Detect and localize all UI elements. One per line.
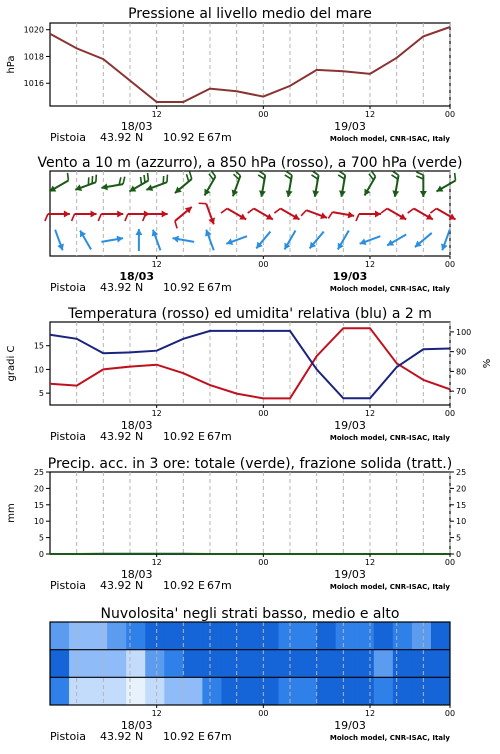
cloud-cell-basso (69, 677, 89, 705)
station-name-temp: Pistoia (50, 430, 86, 443)
x-tick-label-temp: 12 (365, 409, 375, 418)
arrow-barb (455, 173, 456, 181)
x-tick-label-pressure: 00 (258, 110, 268, 119)
y-tick-label-precip-right: 15 (456, 501, 466, 510)
arrow-barb (392, 171, 398, 175)
cloud-cell-alto (50, 622, 70, 650)
y-tick-label-temp-right: 90 (456, 348, 466, 357)
cloud-cell-medio (374, 650, 394, 678)
x-tick-label-pressure: 12 (365, 110, 375, 119)
cloud-cell-basso (336, 677, 356, 705)
plot-frame-temp (50, 322, 450, 405)
y-tick-label-precip-right: 20 (456, 484, 466, 493)
chart-title-clouds: Nuvolosita' negli strati basso, medio e alto (101, 606, 400, 622)
y-tick-label-temp-right: 70 (456, 387, 466, 396)
chart-title-pressure: Pressione al livello medio del mare (128, 6, 372, 22)
humidity-line (50, 331, 450, 398)
station-name-clouds: Pistoia (50, 730, 86, 743)
arrow-head (162, 211, 168, 218)
y-tick-label-pressure: 1020 (24, 26, 44, 35)
arrow-barb (392, 175, 398, 179)
arrow-barb (148, 173, 149, 181)
cloud-cell-medio (164, 650, 184, 678)
cloud-cell-medio (221, 650, 241, 678)
cloud-cell-basso (393, 677, 413, 705)
wind-arrow-850hpa (221, 209, 246, 220)
y-tick-label-precip-right: 10 (456, 517, 466, 526)
wind-arrow-850hpa (125, 211, 150, 222)
arrow-head (64, 211, 70, 218)
cloud-cell-basso (317, 677, 337, 705)
arrow-barb (312, 175, 318, 179)
cloud-cell-basso (164, 677, 184, 705)
station-lon-clouds: 10.92 E (163, 730, 205, 743)
arrow-barb (338, 175, 344, 179)
wind-arrow-850hpa (175, 207, 192, 228)
y-tick-label-precip: 20 (34, 484, 44, 493)
station-lat-temp: 43.92 N (100, 430, 143, 443)
cloud-cell-alto (298, 622, 318, 650)
arrow-barb (258, 175, 264, 179)
x-tick-label-clouds: 00 (258, 709, 268, 718)
cloud-cell-basso (260, 677, 280, 705)
cloud-cell-alto (355, 622, 375, 650)
chart-title-temp: Temperatura (rosso) ed umidita' relativa (blu) a 2 m (67, 306, 432, 322)
x-tick-label-clouds: 12 (365, 709, 375, 718)
chart-title-wind: Vento a 10 m (azzurro), a 850 hPa (rosso), a 700 hPa (verde) (37, 155, 462, 171)
y-tick-label-precip-right: 0 (456, 550, 461, 559)
cloud-cell-alto (145, 622, 165, 650)
cloud-cell-basso (355, 677, 375, 705)
y-tick-label-precip-right: 25 (456, 468, 466, 477)
cloud-cell-medio (50, 650, 70, 678)
y-axis-label-temp-right: % (482, 359, 493, 369)
x-tick-label-wind: 00 (258, 260, 268, 269)
cloud-cell-basso (88, 677, 108, 705)
station-lat-precip: 43.92 N (100, 579, 143, 592)
station-lon-precip: 10.92 E (163, 579, 205, 592)
cloud-cell-basso (431, 677, 451, 705)
date-label-pressure: 19/03 (334, 120, 366, 133)
wind-arrow-700hpa (49, 173, 68, 192)
station-lat-clouds: 43.92 N (100, 730, 143, 743)
station-elev-precip: 67m (207, 579, 232, 592)
cloud-cell-medio (279, 650, 299, 678)
wind-arrow-10m (80, 230, 91, 249)
date-label-pressure: 18/03 (121, 120, 153, 133)
cloud-cell-basso (240, 677, 260, 705)
arrow-barb (356, 214, 359, 221)
arrow-barb (408, 209, 414, 214)
cloud-cell-medio (145, 650, 165, 678)
cloud-cell-medio (88, 650, 108, 678)
wind-arrow-850hpa (72, 211, 97, 222)
station-lat-wind: 43.92 N (100, 281, 143, 294)
cloud-cell-medio (107, 650, 127, 678)
y-tick-label-temp: 15 (34, 342, 44, 351)
cloud-cell-basso (202, 677, 222, 705)
arrow-barb (186, 174, 188, 181)
cloud-cell-medio (260, 650, 280, 678)
cloud-cell-basso (50, 677, 70, 705)
y-tick-label-precip: 25 (34, 468, 44, 477)
cloud-cell-alto (164, 622, 184, 650)
y-axis-label-precip: mm (6, 503, 17, 522)
cloud-cell-medio (412, 650, 432, 678)
arrow-barb (248, 209, 254, 214)
cloud-cell-basso (279, 677, 299, 705)
model-credit-precip: Moloch model, CNR-ISAC, Italy (330, 583, 451, 591)
wind-arrow-850hpa (45, 211, 70, 222)
y-tick-label-pressure: 1016 (24, 79, 44, 88)
arrow-barb (286, 171, 292, 175)
cloud-cell-medio (298, 650, 318, 678)
arrow-barb (175, 221, 177, 228)
y-tick-label-temp: 5 (39, 389, 44, 398)
wind-arrow-850hpa (98, 211, 123, 222)
wind-arrow-850hpa (430, 209, 455, 220)
cloud-cell-medio (240, 650, 260, 678)
y-tick-label-precip: 0 (39, 550, 44, 559)
cloud-cell-medio (202, 650, 222, 678)
cloud-cell-alto (317, 622, 337, 650)
arrow-barb (72, 214, 75, 221)
date-label-temp: 19/03 (334, 419, 366, 432)
date-label-clouds: 18/03 (121, 719, 153, 732)
arrow-barb (381, 209, 387, 214)
wind-arrow-850hpa (301, 210, 327, 219)
wind-arrow-700hpa (75, 175, 96, 191)
cloud-cell-basso (412, 677, 432, 705)
arrow-barb (430, 209, 436, 214)
arrow-barb (259, 171, 265, 175)
cloud-cell-basso (298, 677, 318, 705)
date-label-precip: 18/03 (121, 568, 153, 581)
cloud-cell-alto (88, 622, 108, 650)
wind-arrow-10m (101, 236, 123, 243)
wind-arrow-850hpa (274, 209, 299, 220)
arrow-head (375, 211, 381, 218)
station-elev-pressure: 67m (207, 131, 232, 144)
wind-arrow-700hpa (258, 171, 266, 197)
cloud-cell-basso (221, 677, 241, 705)
cloud-cell-alto (183, 622, 203, 650)
wind-arrow-700hpa (364, 170, 375, 195)
arrow-barb (123, 177, 125, 184)
x-tick-label-pressure: 12 (152, 110, 162, 119)
x-tick-label-temp: 00 (258, 409, 268, 418)
cloud-cell-alto (107, 622, 127, 650)
y-tick-label-temp-right: 80 (456, 367, 466, 376)
wind-arrow-850hpa (199, 203, 215, 224)
x-tick-label-wind: 12 (152, 260, 162, 269)
station-name-wind: Pistoia (50, 281, 86, 294)
wind-arrow-700hpa (416, 172, 427, 197)
wind-arrow-850hpa (248, 209, 273, 220)
arrow-barb (125, 214, 128, 221)
station-name-precip: Pistoia (50, 579, 86, 592)
arrow-barb (190, 172, 192, 179)
cloud-cell-medio (69, 650, 89, 678)
pressure-line (50, 27, 450, 102)
arrow-barb (274, 209, 280, 214)
wind-arrow-700hpa (338, 171, 346, 197)
arrow-barb (328, 212, 332, 218)
cloud-cell-medio (126, 650, 146, 678)
cloud-cell-medio (317, 650, 337, 678)
date-label-wind: 19/03 (333, 270, 368, 283)
x-tick-label-precip: 00 (445, 558, 455, 567)
arrow-barb (312, 171, 318, 175)
arrow-barb (144, 175, 145, 183)
cloud-cell-medio (431, 650, 451, 678)
x-tick-label-wind: 00 (445, 260, 455, 269)
cloud-cell-alto (126, 622, 146, 650)
wind-arrow-10m (284, 230, 295, 249)
cloud-cell-basso (374, 677, 394, 705)
arrow-barb (416, 172, 423, 175)
station-elev-clouds: 67m (207, 730, 232, 743)
cloud-cell-alto (412, 622, 432, 650)
wind-arrow-850hpa (356, 211, 381, 222)
wind-arrow-10m (338, 230, 349, 249)
cloud-cell-alto (69, 622, 89, 650)
cloud-cell-medio (355, 650, 375, 678)
x-tick-label-clouds: 12 (152, 709, 162, 718)
station-lon-temp: 10.92 E (163, 430, 205, 443)
station-lon-pressure: 10.92 E (163, 131, 205, 144)
date-label-temp: 18/03 (121, 419, 153, 432)
x-tick-label-temp: 12 (152, 409, 162, 418)
y-axis-label-temp: gradi C (6, 346, 17, 382)
cloud-cell-medio (183, 650, 203, 678)
wind-arrow-850hpa (381, 209, 406, 220)
x-tick-label-temp: 00 (445, 409, 455, 418)
wind-arrow-700hpa (129, 173, 148, 192)
cloud-cell-medio (336, 650, 356, 678)
wind-arrow-10m (441, 230, 450, 251)
wind-arrow-850hpa (408, 209, 433, 220)
chart-title-precip: Precip. acc. in 3 ore: totale (verde), frazione solida (tratt.) (48, 456, 452, 472)
arrow-barb (416, 176, 423, 179)
arrow-barb (301, 210, 306, 216)
arrow-head (135, 229, 142, 235)
station-name-pressure: Pistoia (50, 131, 86, 144)
arrow-barb (285, 175, 291, 179)
arrow-barb (45, 214, 48, 221)
station-lat-pressure: 43.92 N (100, 131, 143, 144)
arrow-head (420, 191, 427, 197)
y-axis-label-pressure: hPa (6, 55, 17, 73)
cloud-cell-alto (221, 622, 241, 650)
x-tick-label-precip: 12 (365, 558, 375, 567)
model-credit-wind: Moloch model, CNR-ISAC, Italy (330, 285, 451, 293)
cloud-cell-alto (279, 622, 299, 650)
cloud-cell-alto (202, 622, 222, 650)
model-credit-clouds: Moloch model, CNR-ISAC, Italy (330, 734, 451, 742)
cloud-cell-basso (126, 677, 146, 705)
arrow-head (117, 211, 123, 218)
cloud-cell-medio (393, 650, 413, 678)
plot-frame-precip (50, 472, 450, 554)
wind-arrow-700hpa (436, 173, 455, 192)
x-tick-label-precip: 12 (152, 558, 162, 567)
arrow-barb (339, 171, 345, 175)
arrow-head (91, 211, 97, 218)
x-tick-label-clouds: 00 (445, 709, 455, 718)
arrow-barb (98, 214, 101, 221)
y-tick-label-precip: 15 (34, 501, 44, 510)
station-lon-wind: 10.92 E (163, 281, 205, 294)
wind-arrow-700hpa (392, 171, 400, 197)
wind-arrow-700hpa (285, 171, 293, 197)
wind-arrow-700hpa (101, 177, 124, 191)
cloud-cell-basso (145, 677, 165, 705)
cloud-cell-alto (260, 622, 280, 650)
y-tick-label-pressure: 1018 (24, 52, 44, 61)
station-elev-temp: 67m (207, 430, 232, 443)
date-label-precip: 19/03 (334, 568, 366, 581)
arrow-barb (68, 173, 69, 181)
x-tick-label-precip: 00 (258, 558, 268, 567)
arrow-barb (141, 177, 142, 185)
x-tick-label-pressure: 00 (445, 110, 455, 119)
arrow-barb (221, 209, 227, 214)
date-label-clouds: 19/03 (334, 719, 366, 732)
temperature-line (50, 328, 450, 398)
y-tick-label-precip-right: 5 (456, 534, 461, 543)
model-credit-temp: Moloch model, CNR-ISAC, Italy (330, 434, 451, 442)
cloud-cell-basso (183, 677, 203, 705)
cloud-cell-alto (336, 622, 356, 650)
cloud-cell-alto (393, 622, 413, 650)
cloud-cell-alto (240, 622, 260, 650)
y-tick-label-temp-right: 100 (456, 328, 471, 337)
y-tick-label-precip: 10 (34, 517, 44, 526)
wind-arrow-10m (205, 230, 214, 251)
cloud-cell-basso (107, 677, 127, 705)
wind-arrow-700hpa (232, 170, 241, 196)
y-tick-label-temp: 10 (34, 365, 44, 374)
cloud-cell-alto (374, 622, 394, 650)
date-label-wind: 18/03 (119, 270, 154, 283)
model-credit-pressure: Moloch model, CNR-ISAC, Italy (330, 135, 451, 143)
wind-arrow-700hpa (204, 170, 215, 195)
wind-arrow-700hpa (312, 171, 320, 197)
station-elev-wind: 67m (207, 281, 232, 294)
x-tick-label-wind: 12 (365, 260, 375, 269)
cloud-cell-alto (431, 622, 451, 650)
y-tick-label-precip: 5 (39, 534, 44, 543)
wind-arrow-850hpa (328, 211, 354, 218)
wind-arrow-10m (55, 230, 64, 251)
wind-arrow-10m (135, 229, 142, 251)
wind-arrow-10m (152, 230, 161, 251)
